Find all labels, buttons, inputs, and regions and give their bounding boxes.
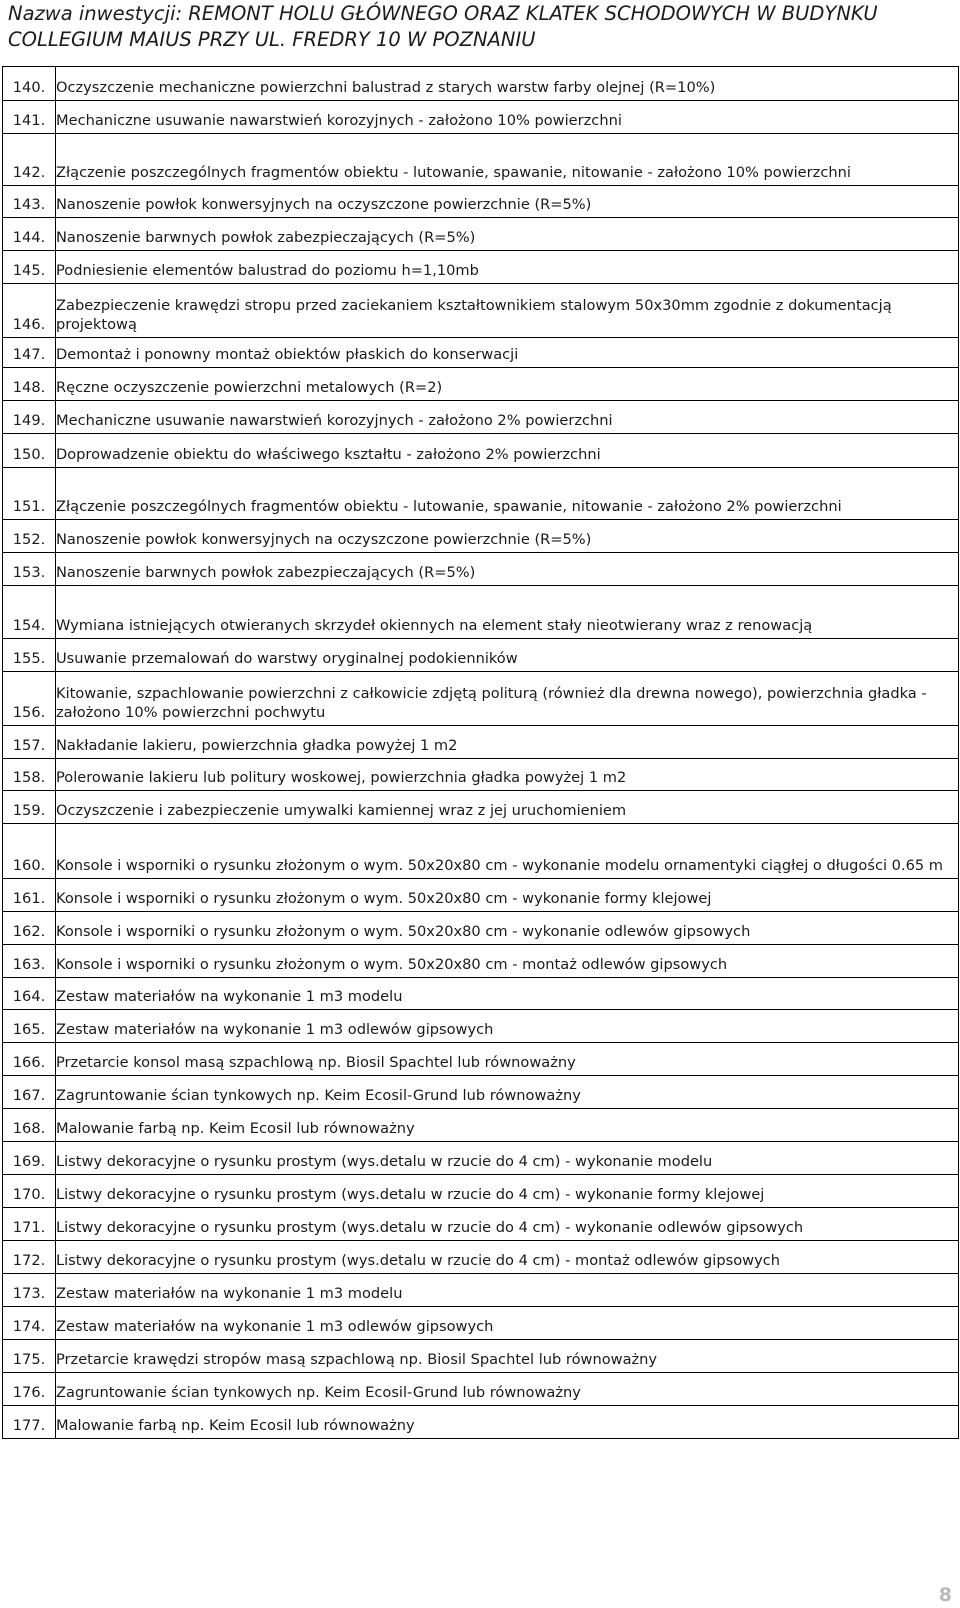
item-description: Zabezpieczenie krawędzi stropu przed zaciekaniem kształtownikiem stalowym 50x30mm zgodnie z dokumentacją projektową — [56, 284, 959, 338]
item-description: Malowanie farbą np. Keim Ecosil lub równoważny — [56, 1109, 959, 1142]
item-number: 167. — [3, 1076, 56, 1109]
item-description: Nakładanie lakieru, powierzchnia gładka powyżej 1 m2 — [56, 726, 959, 759]
item-number: 155. — [3, 639, 56, 672]
item-description: Konsole i wsporniki o rysunku złożonym o wym. 50x20x80 cm - wykonanie odlewów gipsowych — [56, 912, 959, 945]
table-row — [3, 67, 959, 101]
item-number: 141. — [3, 101, 56, 134]
table-row — [3, 434, 959, 468]
table-row — [3, 1043, 959, 1076]
table-row — [3, 1175, 959, 1208]
table-row — [3, 1241, 959, 1274]
item-number: 157. — [3, 726, 56, 759]
item-number: 172. — [3, 1241, 56, 1274]
works-table — [2, 66, 959, 1439]
table-row — [3, 912, 959, 945]
item-description: Nanoszenie barwnych powłok zabezpieczających (R=5%) — [56, 553, 959, 586]
table-row — [3, 186, 959, 218]
table-row — [3, 401, 959, 434]
table-row — [3, 978, 959, 1010]
item-number: 147. — [3, 338, 56, 368]
item-number: 143. — [3, 186, 56, 218]
item-description: Mechaniczne usuwanie nawarstwień korozyjnych - założono 10% powierzchni — [56, 101, 959, 134]
item-number: 148. — [3, 368, 56, 401]
item-description: Nanoszenie powłok konwersyjnych na oczyszczone powierzchnie (R=5%) — [56, 520, 959, 553]
item-description: Listwy dekoracyjne o rysunku prostym (wys.detalu w rzucie do 4 cm) - wykonanie formy klejowej — [56, 1175, 959, 1208]
table-row — [3, 338, 959, 368]
item-number: 150. — [3, 434, 56, 468]
table-row — [3, 1373, 959, 1406]
item-description: Listwy dekoracyjne o rysunku prostym (wys.detalu w rzucie do 4 cm) - montaż odlewów gipsowych — [56, 1241, 959, 1274]
item-description: Zagruntowanie ścian tynkowych np. Keim Ecosil-Grund lub równoważny — [56, 1373, 959, 1406]
table-row — [3, 1307, 959, 1340]
item-description: Zagruntowanie ścian tynkowych np. Keim Ecosil-Grund lub równoważny — [56, 1076, 959, 1109]
item-description: Konsole i wsporniki o rysunku złożonym o wym. 50x20x80 cm - wykonanie formy klejowej — [56, 879, 959, 912]
item-description: Doprowadzenie obiektu do właściwego kształtu - założono 2% powierzchni — [56, 434, 959, 468]
item-description: Mechaniczne usuwanie nawarstwień korozyjnych - założono 2% powierzchni — [56, 401, 959, 434]
item-number: 174. — [3, 1307, 56, 1340]
item-description: Nanoszenie barwnych powłok zabezpieczających (R=5%) — [56, 218, 959, 251]
item-number: 142. — [3, 134, 56, 186]
item-description: Zestaw materiałów na wykonanie 1 m3 odlewów gipsowych — [56, 1307, 959, 1340]
item-description: Kitowanie, szpachlowanie powierzchni z całkowicie zdjętą politurą (również dla drewna nowego), powierzchnia gładka - założono 10% powierzchni pochwytu — [56, 672, 959, 726]
item-number: 152. — [3, 520, 56, 553]
item-description: Wymiana istniejących otwieranych skrzydeł okiennych na element stały nieotwierany wraz z renowacją — [56, 586, 959, 639]
table-row — [3, 824, 959, 879]
table-row — [3, 639, 959, 672]
item-description: Listwy dekoracyjne o rysunku prostym (wys.detalu w rzucie do 4 cm) - wykonanie odlewów gipsowych — [56, 1208, 959, 1241]
item-description: Złączenie poszczególnych fragmentów obiektu - lutowanie, spawanie, nitowanie - założono 2% powierzchni — [56, 468, 959, 520]
table-row — [3, 553, 959, 586]
item-description: Listwy dekoracyjne o rysunku prostym (wys.detalu w rzucie do 4 cm) - wykonanie modelu — [56, 1142, 959, 1175]
item-number: 161. — [3, 879, 56, 912]
item-number: 158. — [3, 759, 56, 791]
item-description: Zestaw materiałów na wykonanie 1 m3 modelu — [56, 1274, 959, 1307]
works-table-body — [3, 67, 959, 1439]
item-description: Zestaw materiałów na wykonanie 1 m3 odlewów gipsowych — [56, 1010, 959, 1043]
item-number: 146. — [3, 284, 56, 338]
investment-title-line-2: COLLEGIUM MAIUS PRZY UL. FREDRY 10 W POZNANIU — [8, 28, 536, 51]
table-row — [3, 759, 959, 791]
item-description: Konsole i wsporniki o rysunku złożonym o wym. 50x20x80 cm - wykonanie modelu ornamentyki ciągłej o długości 0.65 m — [56, 824, 959, 879]
item-number: 171. — [3, 1208, 56, 1241]
item-description: Przetarcie konsol masą szpachlową np. Biosil Spachtel lub równoważny — [56, 1043, 959, 1076]
table-row — [3, 791, 959, 824]
item-description: Polerowanie lakieru lub politury woskowej, powierzchnia gładka powyżej 1 m2 — [56, 759, 959, 791]
table-row — [3, 945, 959, 978]
item-description: Nanoszenie powłok konwersyjnych na oczyszczone powierzchnie (R=5%) — [56, 186, 959, 218]
item-number: 160. — [3, 824, 56, 879]
table-row — [3, 251, 959, 284]
item-number: 144. — [3, 218, 56, 251]
item-number: 164. — [3, 978, 56, 1010]
item-number: 140. — [3, 67, 56, 101]
table-row — [3, 879, 959, 912]
item-number: 166. — [3, 1043, 56, 1076]
table-row — [3, 1010, 959, 1043]
table-row — [3, 101, 959, 134]
table-row — [3, 726, 959, 759]
item-description: Ręczne oczyszczenie powierzchni metalowych (R=2) — [56, 368, 959, 401]
item-description: Demontaż i ponowny montaż obiektów płaskich do konserwacji — [56, 338, 959, 368]
item-number: 156. — [3, 672, 56, 726]
item-number: 173. — [3, 1274, 56, 1307]
item-description: Usuwanie przemalowań do warstwy oryginalnej podokienników — [56, 639, 959, 672]
table-row — [3, 520, 959, 553]
item-description: Przetarcie krawędzi stropów masą szpachlową np. Biosil Spachtel lub równoważny — [56, 1340, 959, 1373]
table-row — [3, 586, 959, 639]
item-description: Malowanie farbą np. Keim Ecosil lub równoważny — [56, 1406, 959, 1439]
item-description: Podniesienie elementów balustrad do poziomu h=1,10mb — [56, 251, 959, 284]
page-number: 8 — [938, 1584, 952, 1606]
table-row — [3, 1076, 959, 1109]
table-row — [3, 284, 959, 338]
table-row — [3, 368, 959, 401]
item-number: 151. — [3, 468, 56, 520]
item-number: 159. — [3, 791, 56, 824]
item-number: 154. — [3, 586, 56, 639]
item-description: Oczyszczenie mechaniczne powierzchni balustrad z starych warstw farby olejnej (R=10%) — [56, 67, 959, 101]
table-row — [3, 1274, 959, 1307]
item-description: Złączenie poszczególnych fragmentów obiektu - lutowanie, spawanie, nitowanie - założono 10% powierzchni — [56, 134, 959, 186]
table-row — [3, 1142, 959, 1175]
table-row — [3, 672, 959, 726]
table-row — [3, 468, 959, 520]
table-row — [3, 1208, 959, 1241]
item-number: 169. — [3, 1142, 56, 1175]
item-description: Zestaw materiałów na wykonanie 1 m3 modelu — [56, 978, 959, 1010]
table-row — [3, 134, 959, 186]
item-number: 149. — [3, 401, 56, 434]
item-number: 175. — [3, 1340, 56, 1373]
item-number: 168. — [3, 1109, 56, 1142]
table-row — [3, 1406, 959, 1439]
item-number: 165. — [3, 1010, 56, 1043]
investment-title-line-1: Nazwa inwestycji: REMONT HOLU GŁÓWNEGO ORAZ KLATEK SCHODOWYCH W BUDYNKU — [8, 2, 878, 25]
item-number: 177. — [3, 1406, 56, 1439]
item-number: 176. — [3, 1373, 56, 1406]
item-number: 170. — [3, 1175, 56, 1208]
item-number: 153. — [3, 553, 56, 586]
document-header — [8, 0, 948, 53]
item-number: 163. — [3, 945, 56, 978]
item-number: 145. — [3, 251, 56, 284]
table-row — [3, 218, 959, 251]
item-number: 162. — [3, 912, 56, 945]
item-description: Oczyszczenie i zabezpieczenie umywalki kamiennej wraz z jej uruchomieniem — [56, 791, 959, 824]
table-row — [3, 1340, 959, 1373]
item-description: Konsole i wsporniki o rysunku złożonym o wym. 50x20x80 cm - montaż odlewów gipsowych — [56, 945, 959, 978]
table-row — [3, 1109, 959, 1142]
